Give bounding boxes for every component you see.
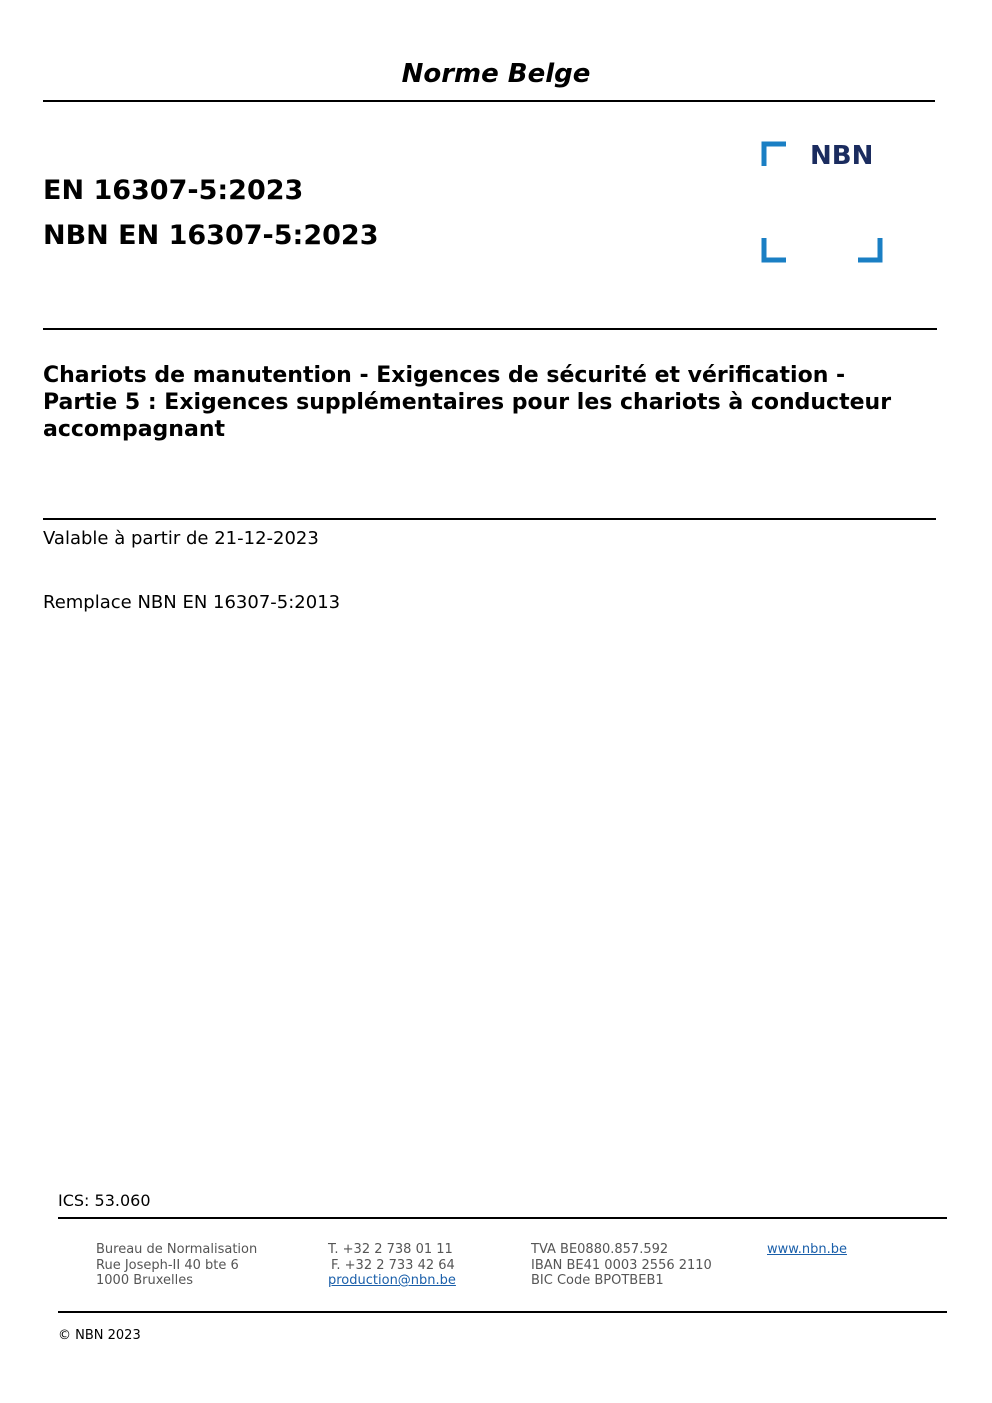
page-header-title: Norme Belge [401,59,591,89]
logo-frame-corner [764,238,786,260]
vat-number: TVA BE0880.857.592 [531,1242,669,1257]
phone-number: T. +32 2 738 01 11 [328,1242,453,1257]
address-line: Rue Joseph-II 40 bte 6 [96,1257,239,1273]
footer-address [96,1242,257,1289]
footer-top-divider [58,1217,947,1219]
header-divider [43,100,935,102]
title-top-divider [43,328,937,330]
iban-number: IBAN BE41 0003 2556 2110 [531,1257,712,1273]
ics-classification: ICS: 53.060 [58,1191,151,1210]
email-link[interactable]: production@nbn.be [328,1273,456,1288]
bic-code: BIC Code BPOTBEB1 [531,1273,664,1288]
en-standard-code: EN 16307-5:2023 [43,175,304,206]
nbn-standard-code: NBN EN 16307-5:2023 [43,220,379,251]
nbn-logo [760,140,886,264]
footer-contact [328,1242,456,1289]
footer-bank [531,1242,712,1289]
logo-frame-corner [858,238,880,260]
title-bottom-divider [43,518,936,520]
copyright-notice: © NBN 2023 [58,1328,141,1343]
fax-number: F. +32 2 733 42 64 [331,1257,455,1273]
document-title: Chariots de manutention - Exigences de sécurité et vérification - Partie 5 : Exigences supplémentaires pour les chariots à conducteur accompagnant [43,363,892,442]
address-line: Bureau de Normalisation [96,1242,258,1257]
website-link[interactable]: www.nbn.be [767,1242,847,1257]
logo-frame-corner [764,144,786,166]
valid-from-text: Valable à partir de 21-12-2023 [43,528,319,549]
address-line: 1000 Bruxelles [96,1273,194,1288]
logo-text: NBN [810,141,874,171]
replaces-text: Remplace NBN EN 16307-5:2013 [43,592,341,613]
footer-website [767,1242,847,1258]
footer-bottom-divider [58,1311,947,1313]
